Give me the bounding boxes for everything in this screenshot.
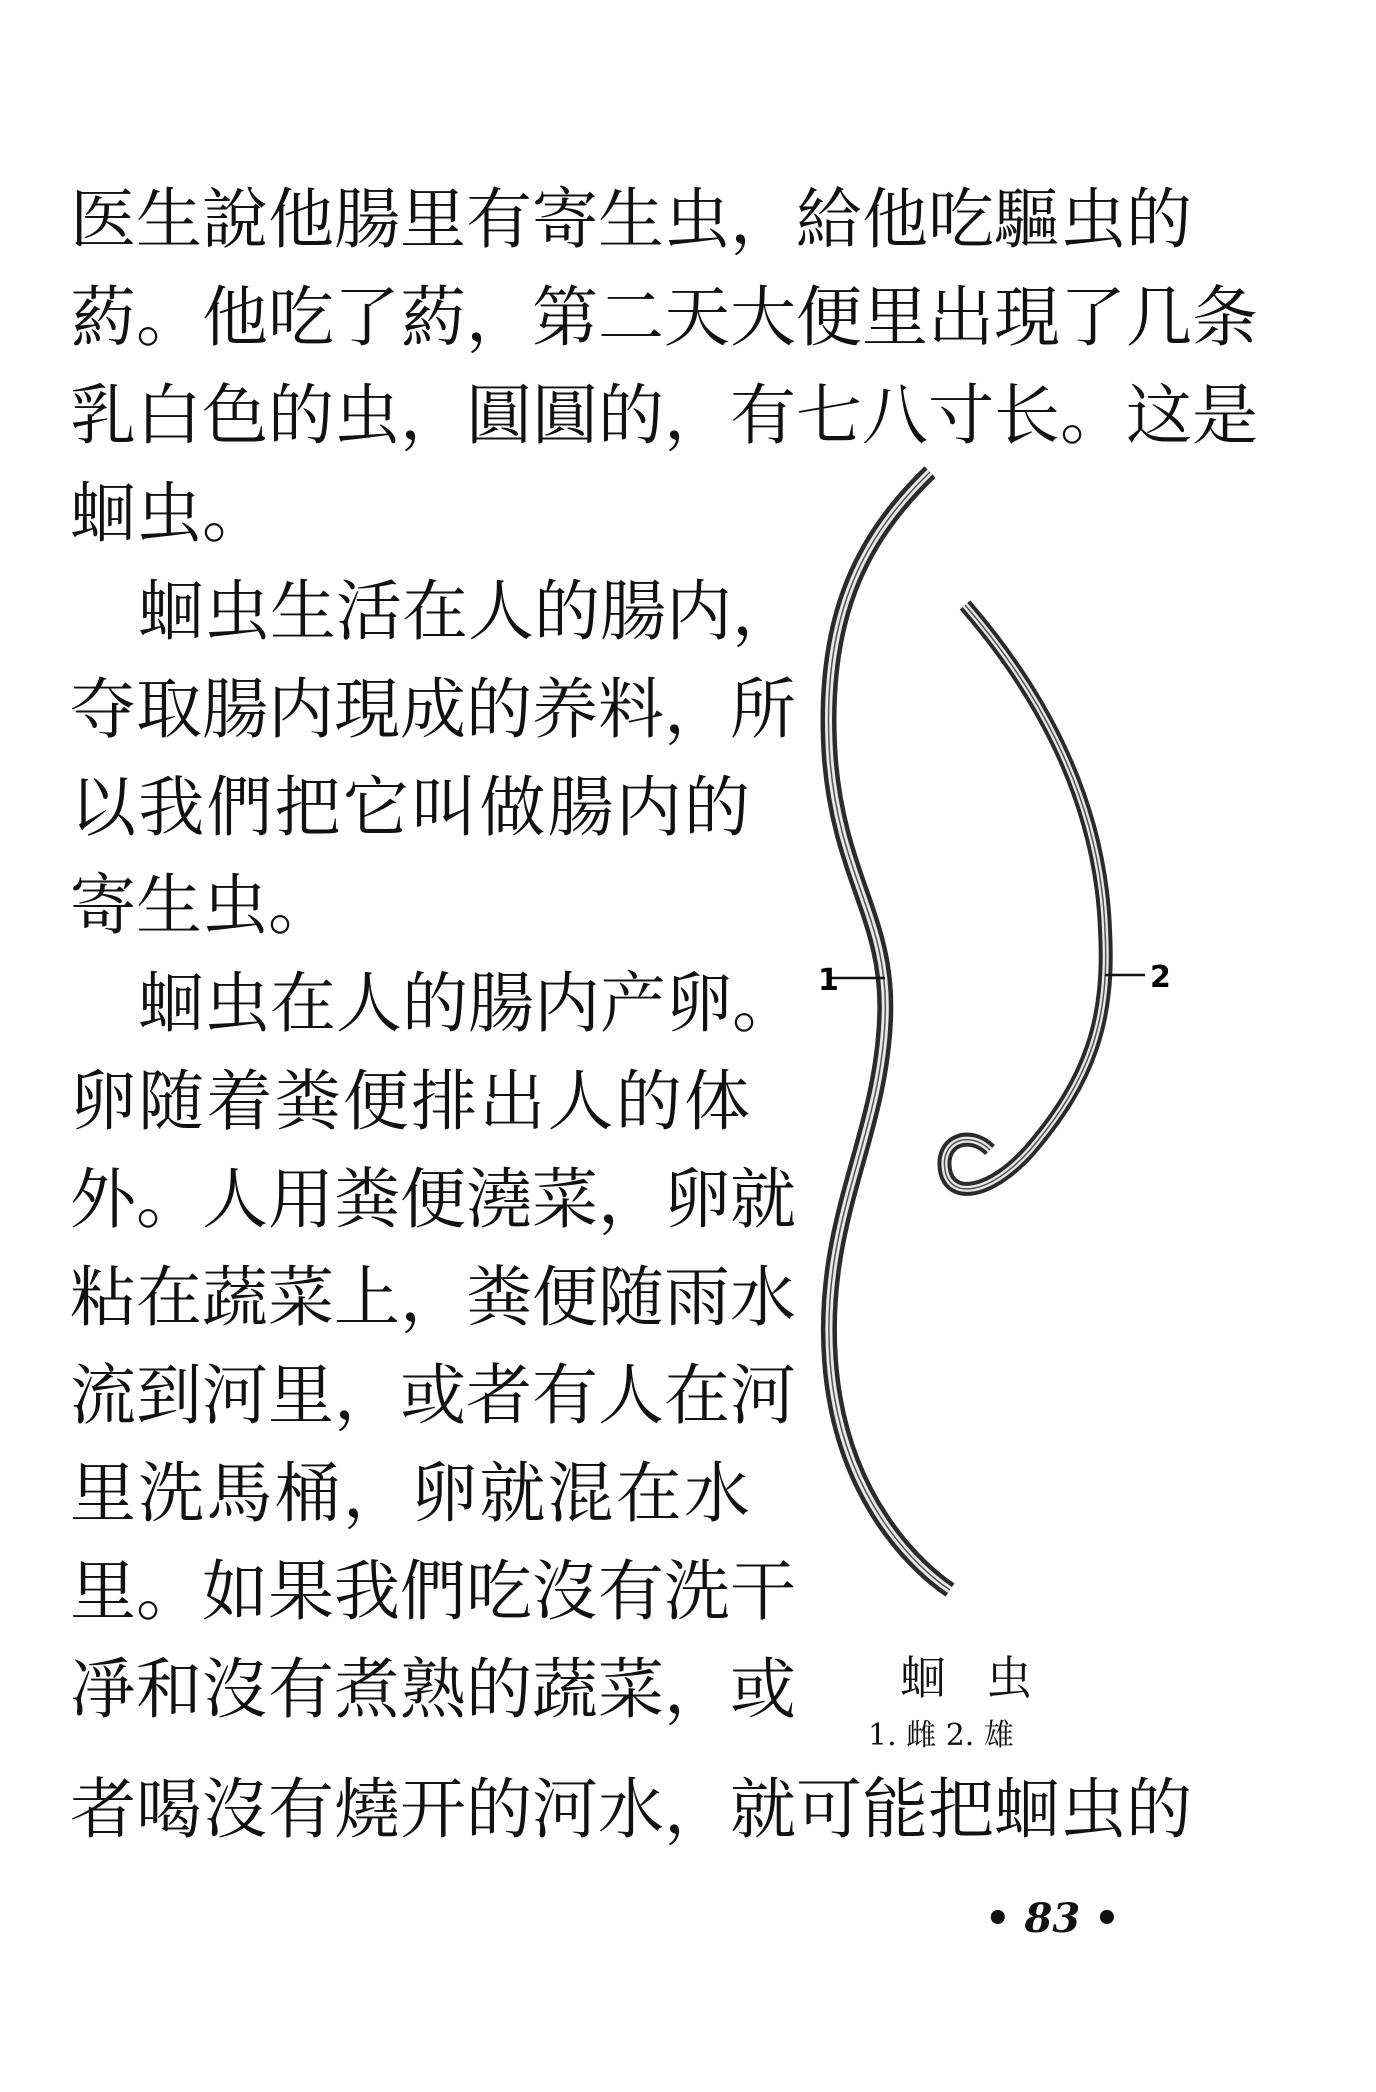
text-line: 葯。他吃了葯，第二天大便里出現了几条 bbox=[70, 279, 1258, 356]
text-line: 者喝沒有燒开的河水，就可能把蛔虫的 bbox=[70, 1771, 1192, 1848]
paragraph-start: 蛔虫生活在人的腸内， bbox=[138, 573, 798, 650]
text-line: 寄生虫。 bbox=[70, 867, 334, 944]
figure-caption: 蛔虫 bbox=[900, 1651, 1072, 1705]
text-line: 里。如果我們吃沒有洗干 bbox=[70, 1553, 796, 1630]
page-number: • 83 • bbox=[985, 1895, 1120, 1942]
text-line: 夺取腸内現成的养料，所 bbox=[70, 671, 796, 748]
roundworm-illustration bbox=[800, 460, 1220, 1640]
text-line: 以我們把它叫做腸内的 bbox=[70, 769, 750, 846]
text-line: 流到河里，或者有人在河 bbox=[70, 1357, 796, 1434]
figure-caption-sub: 1. 雌 2. 雄 bbox=[868, 1718, 1014, 1753]
female-roundworm bbox=[828, 472, 950, 1590]
text-line: 外。人用粪便澆菜，卵就 bbox=[70, 1161, 796, 1238]
male-roundworm bbox=[944, 605, 1105, 1189]
text-line: 卵随着粪便排出人的体 bbox=[70, 1063, 750, 1140]
text-line: 蛔虫。 bbox=[70, 475, 268, 552]
text-line: 凈和沒有煮熟的蔬菜，或 bbox=[70, 1651, 796, 1728]
label-2: 2 bbox=[1150, 960, 1171, 995]
text-line: 粘在蔬菜上，粪便随雨水 bbox=[70, 1259, 796, 1336]
text-line: 乳白色的虫，圓圓的，有七八寸长。这是 bbox=[70, 377, 1258, 454]
paragraph-start: 蛔虫在人的腸内产卵。 bbox=[138, 965, 798, 1042]
text-line: 医生說他腸里有寄生虫，給他吃驅虫的 bbox=[70, 181, 1192, 258]
label-1: 1 bbox=[818, 963, 839, 998]
text-line: 里洗馬桶，卵就混在水 bbox=[70, 1455, 750, 1532]
